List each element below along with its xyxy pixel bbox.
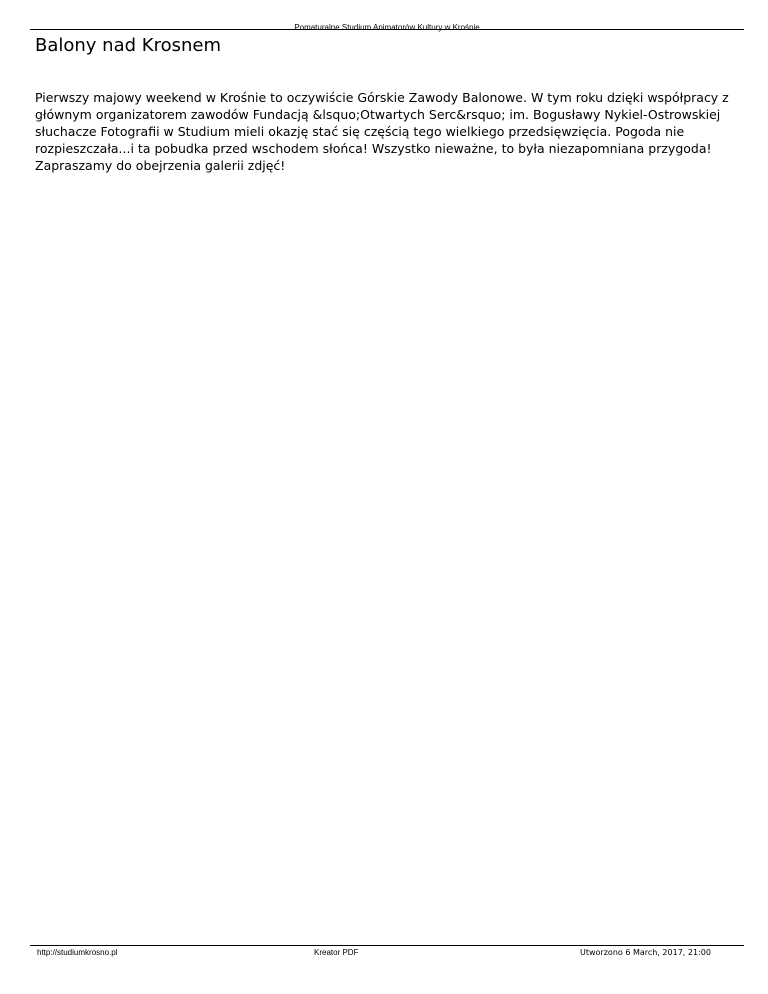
article-body [35,89,735,174]
site-name: Pomaturalne Studium Animatorów Kultury w Krośnie [294,23,480,32]
footer-generator: Kreator PDF [314,948,359,957]
footer-created-date: Utworzono 6 March, 2017, 21:00 [580,948,711,957]
article-paragraph: Zapraszamy do obejrzenia galerii zdjęć! [35,158,286,173]
article-paragraph: Pierwszy majowy weekend w Krośnie to oczywiście Górskie Zawody Balonowe. W tym roku dzięki współpracy z głównym organizatorem zawodów Fundacją &lsquo;Otwartych Serc&rsquo; im. Bogusławy Nykiel-Ostrowskiej słuchacze Fotografii w Studium mieli okazję stać się częścią tego wielkiego przedsięwzięcia. Pogoda nie rozpieszczała...i ta pobudka przed wschodem słońca! Wszystko nieważne, to była niezapomniana przygoda! [35,90,729,156]
article-title: Balony nad Krosnem [35,35,221,56]
page-footer [30,945,744,960]
footer-url: http://studiumkrosno.pl [37,948,118,957]
page-header [30,15,744,30]
